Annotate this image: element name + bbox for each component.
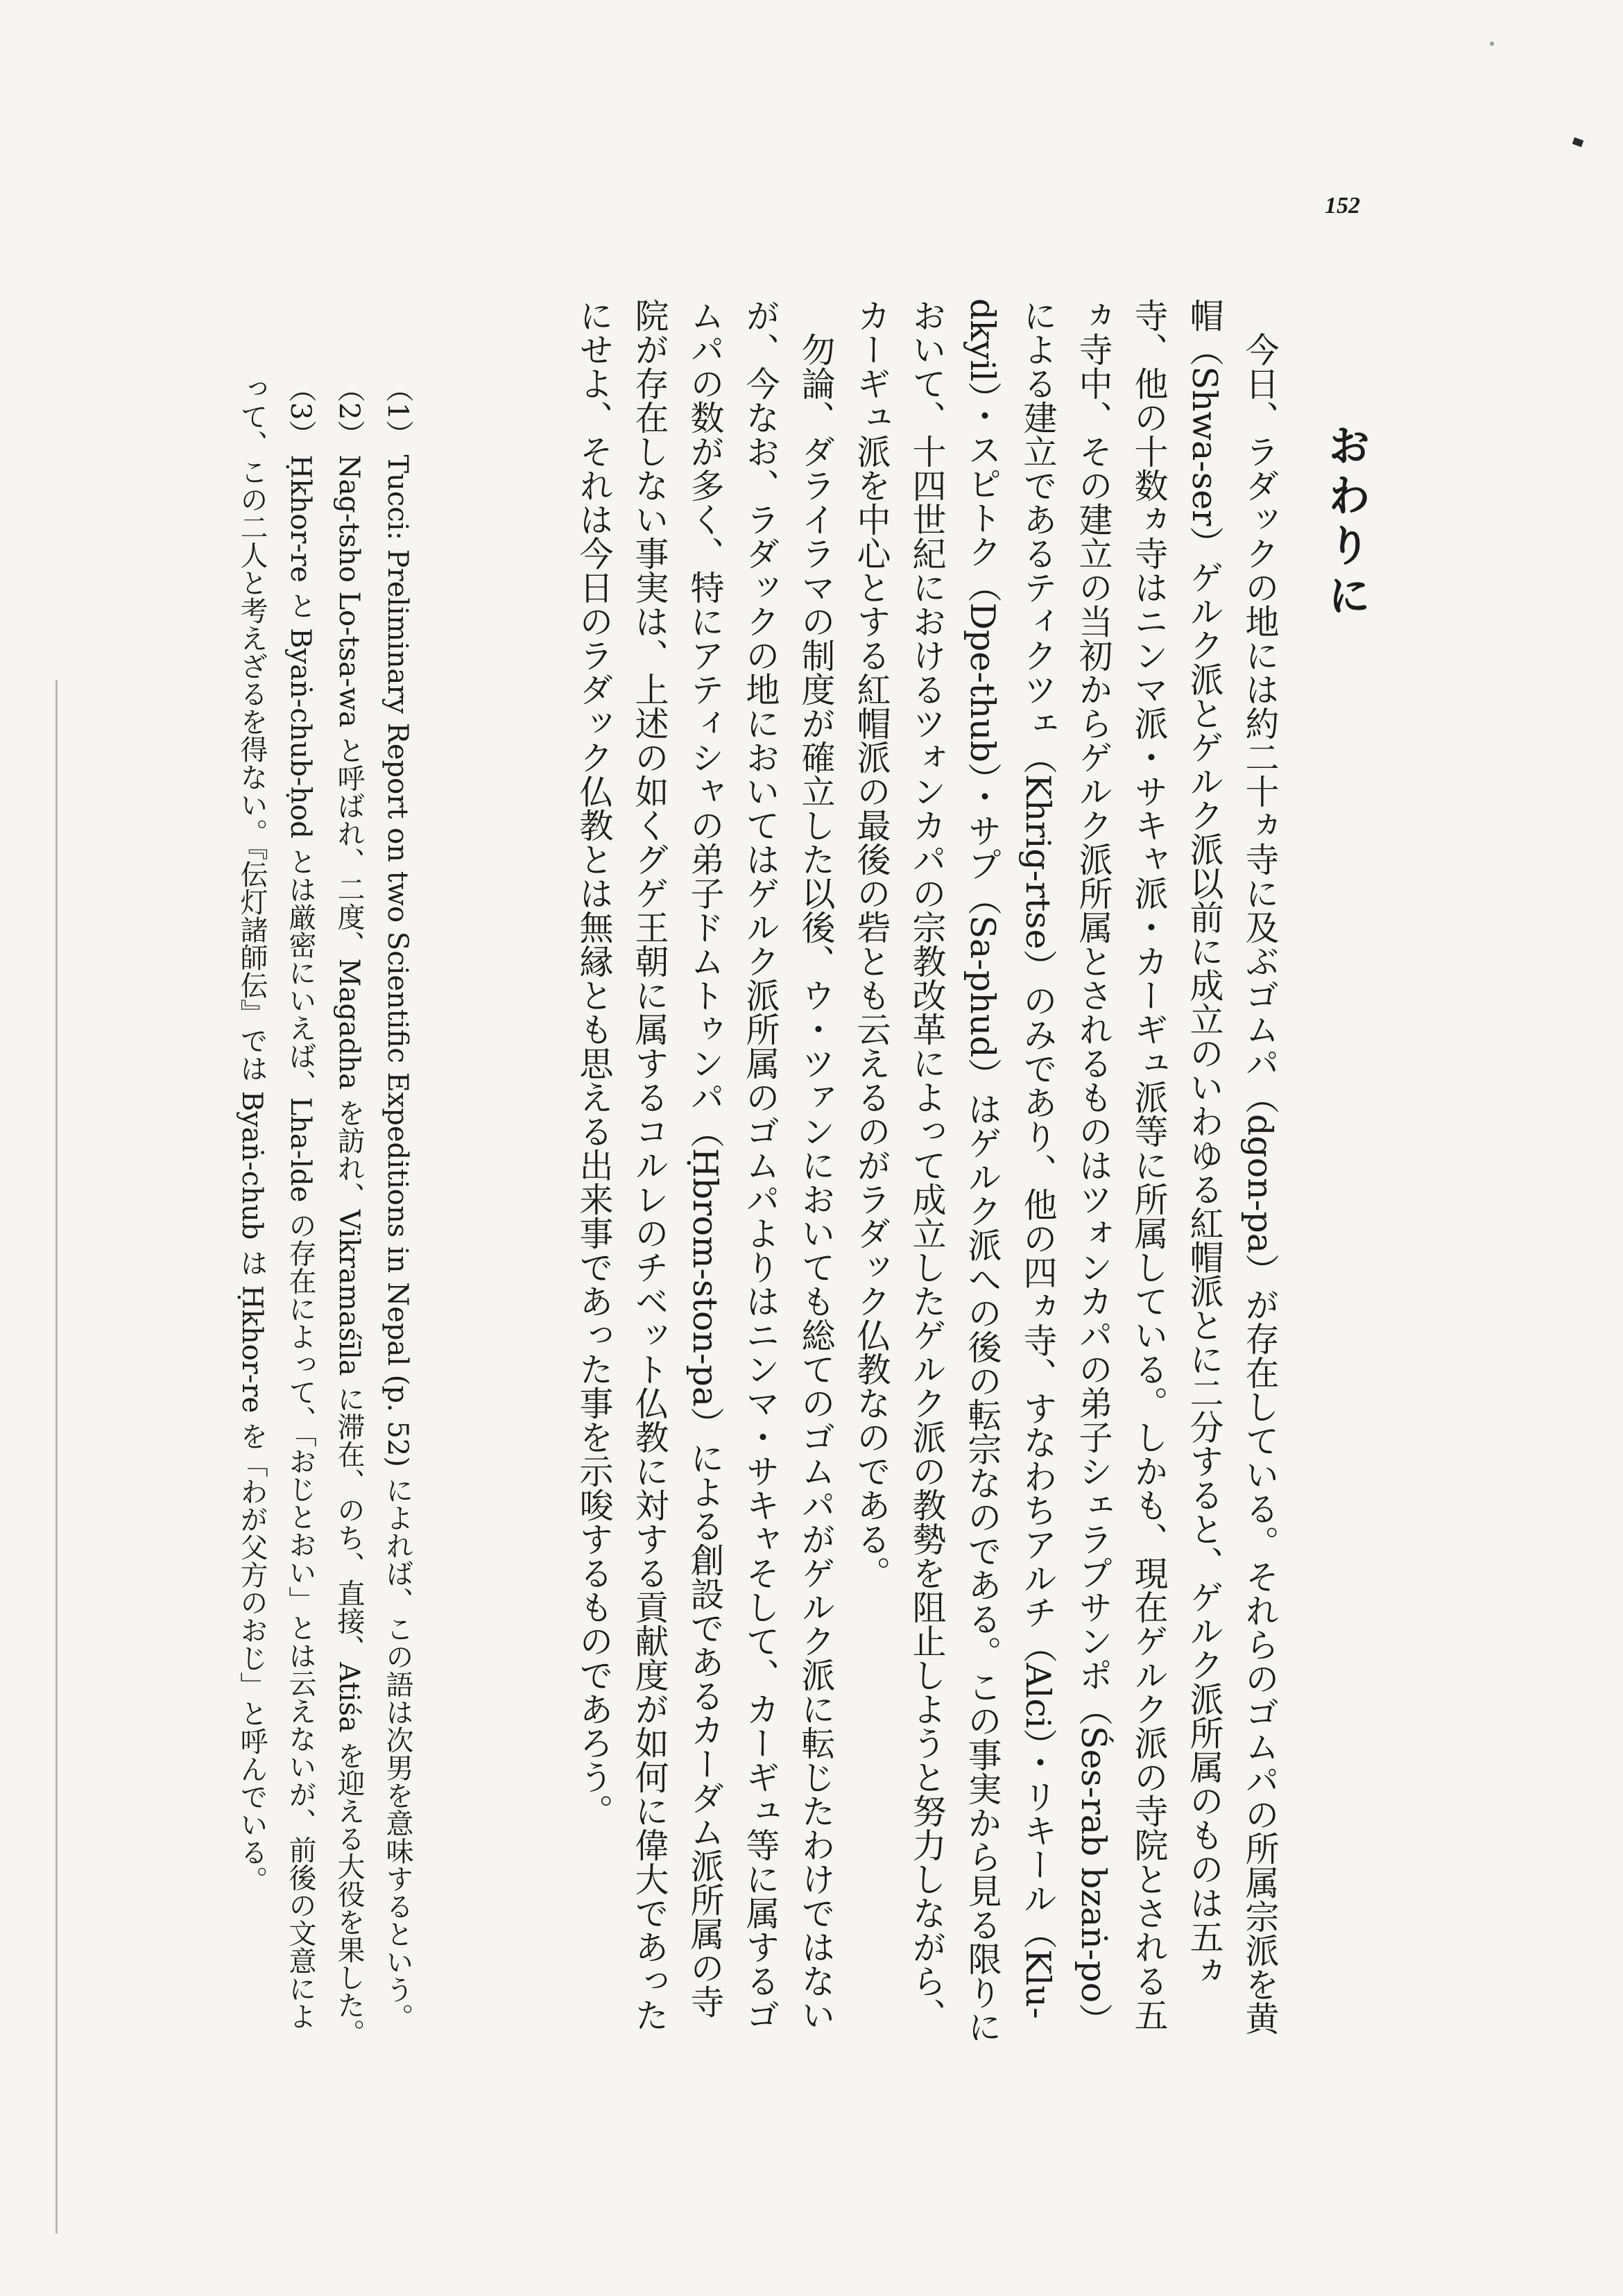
footnote-number: （2） xyxy=(333,375,365,448)
paragraph-2: 勿論、ダライラマの制度が確立した以後、ウ・ツァンにおいても総てのゴムパがゲルク派に転じたわけではないが、今なお、ラダックの地においてはゲルク派所属のゴムパよりはニンマ・サキャそして、カーギュ等に属するゴムパの数が多く、特にアティシャの弟子ドムトゥンパ（Ḥbrom-ston-pa）による創設であるカーダム派所属の寺院が存在しない事実は、上述の如くグゲ王朝に属するコルレのチベット仏教に対する貢献度が如何に偉大であったにせよ、それは今日のラダック仏教とは無縁とも思える出来事であった事を示唆するものであろう。 xyxy=(574,298,836,2032)
footnote-text: Nag-tsho Lo-tsa-wa と呼ばれ、二度、Magadha を訪れ、Vikramaśīla に滞在、のち、直接、Atiśa を迎える大役を果した。 xyxy=(333,454,365,2047)
footnote-1 xyxy=(373,375,422,2053)
footnotes xyxy=(227,375,422,2053)
section-heading: おわりに xyxy=(1321,423,1371,623)
footnote-3 xyxy=(227,375,325,2053)
scan-mark xyxy=(1572,137,1584,147)
paragraph-1: 今日、ラダックの地には約二十ヵ寺に及ぶゴムパ（dgon-pa）が存在している。それらのゴムパの所属宗派を黄帽（Shwa-ser）ゲルク派とゲルク派以前に成立のいわゆる紅帽派とに二分すると、ゲルク派所属のものは五ヵ寺、他の十数ヵ寺はニンマ派・サキャ派・カーギュ派等に所属している。しかも、現在ゲルク派の寺院とされる五ヵ寺中、その建立の当初からゲルク派所属とされるものはツォンカパの弟子シェラプサンポ（Śes-rab bzaṅ-po）による建立であるティクツェ（Khrig-rtse）のみであり、他の四ヵ寺、すなわちアルチ（Alci）・リキール（Klu-dkyil）・スピトク（Dpe-thub）・サプ（Sa-phud）はゲルク派への後の転宗なのである。この事実から見る限りにおいて、十四世紀におけるツォンカパの宗教改革によって成立したゲルク派の教勢を阻止しようと努力しながら、カーギュ派を中心とする紅帽派の最後の砦とも云えるのがラダック仏教なのである。 xyxy=(852,298,1280,2044)
footnote-2 xyxy=(325,375,373,2053)
footnote-number: （1） xyxy=(381,375,413,448)
footnote-text: Tucci: Preliminary Report on two Scientific Expeditions in Nepal (p. 52) によれば、この語は次男を意味するという。 xyxy=(381,454,413,2031)
main-text xyxy=(566,298,1287,2046)
footnote-text: Ḥkhor-re と Byaṅ-chub-ḥod とは厳密にいえば、Lha-lde の存在によって、「おじとおい」とは云えないが、前後の文意によって、この二人と考えざるを得ない。『伝灯諸師伝』では Byaṅ-chub は Ḥkhor-re を「わが父方のおじ」と呼んでいる。 xyxy=(236,375,316,2030)
scan-speck xyxy=(1490,42,1494,46)
page-number: 152 xyxy=(1325,193,1360,219)
footnote-number: （3） xyxy=(284,375,316,448)
scan-edge-line xyxy=(55,680,58,2234)
